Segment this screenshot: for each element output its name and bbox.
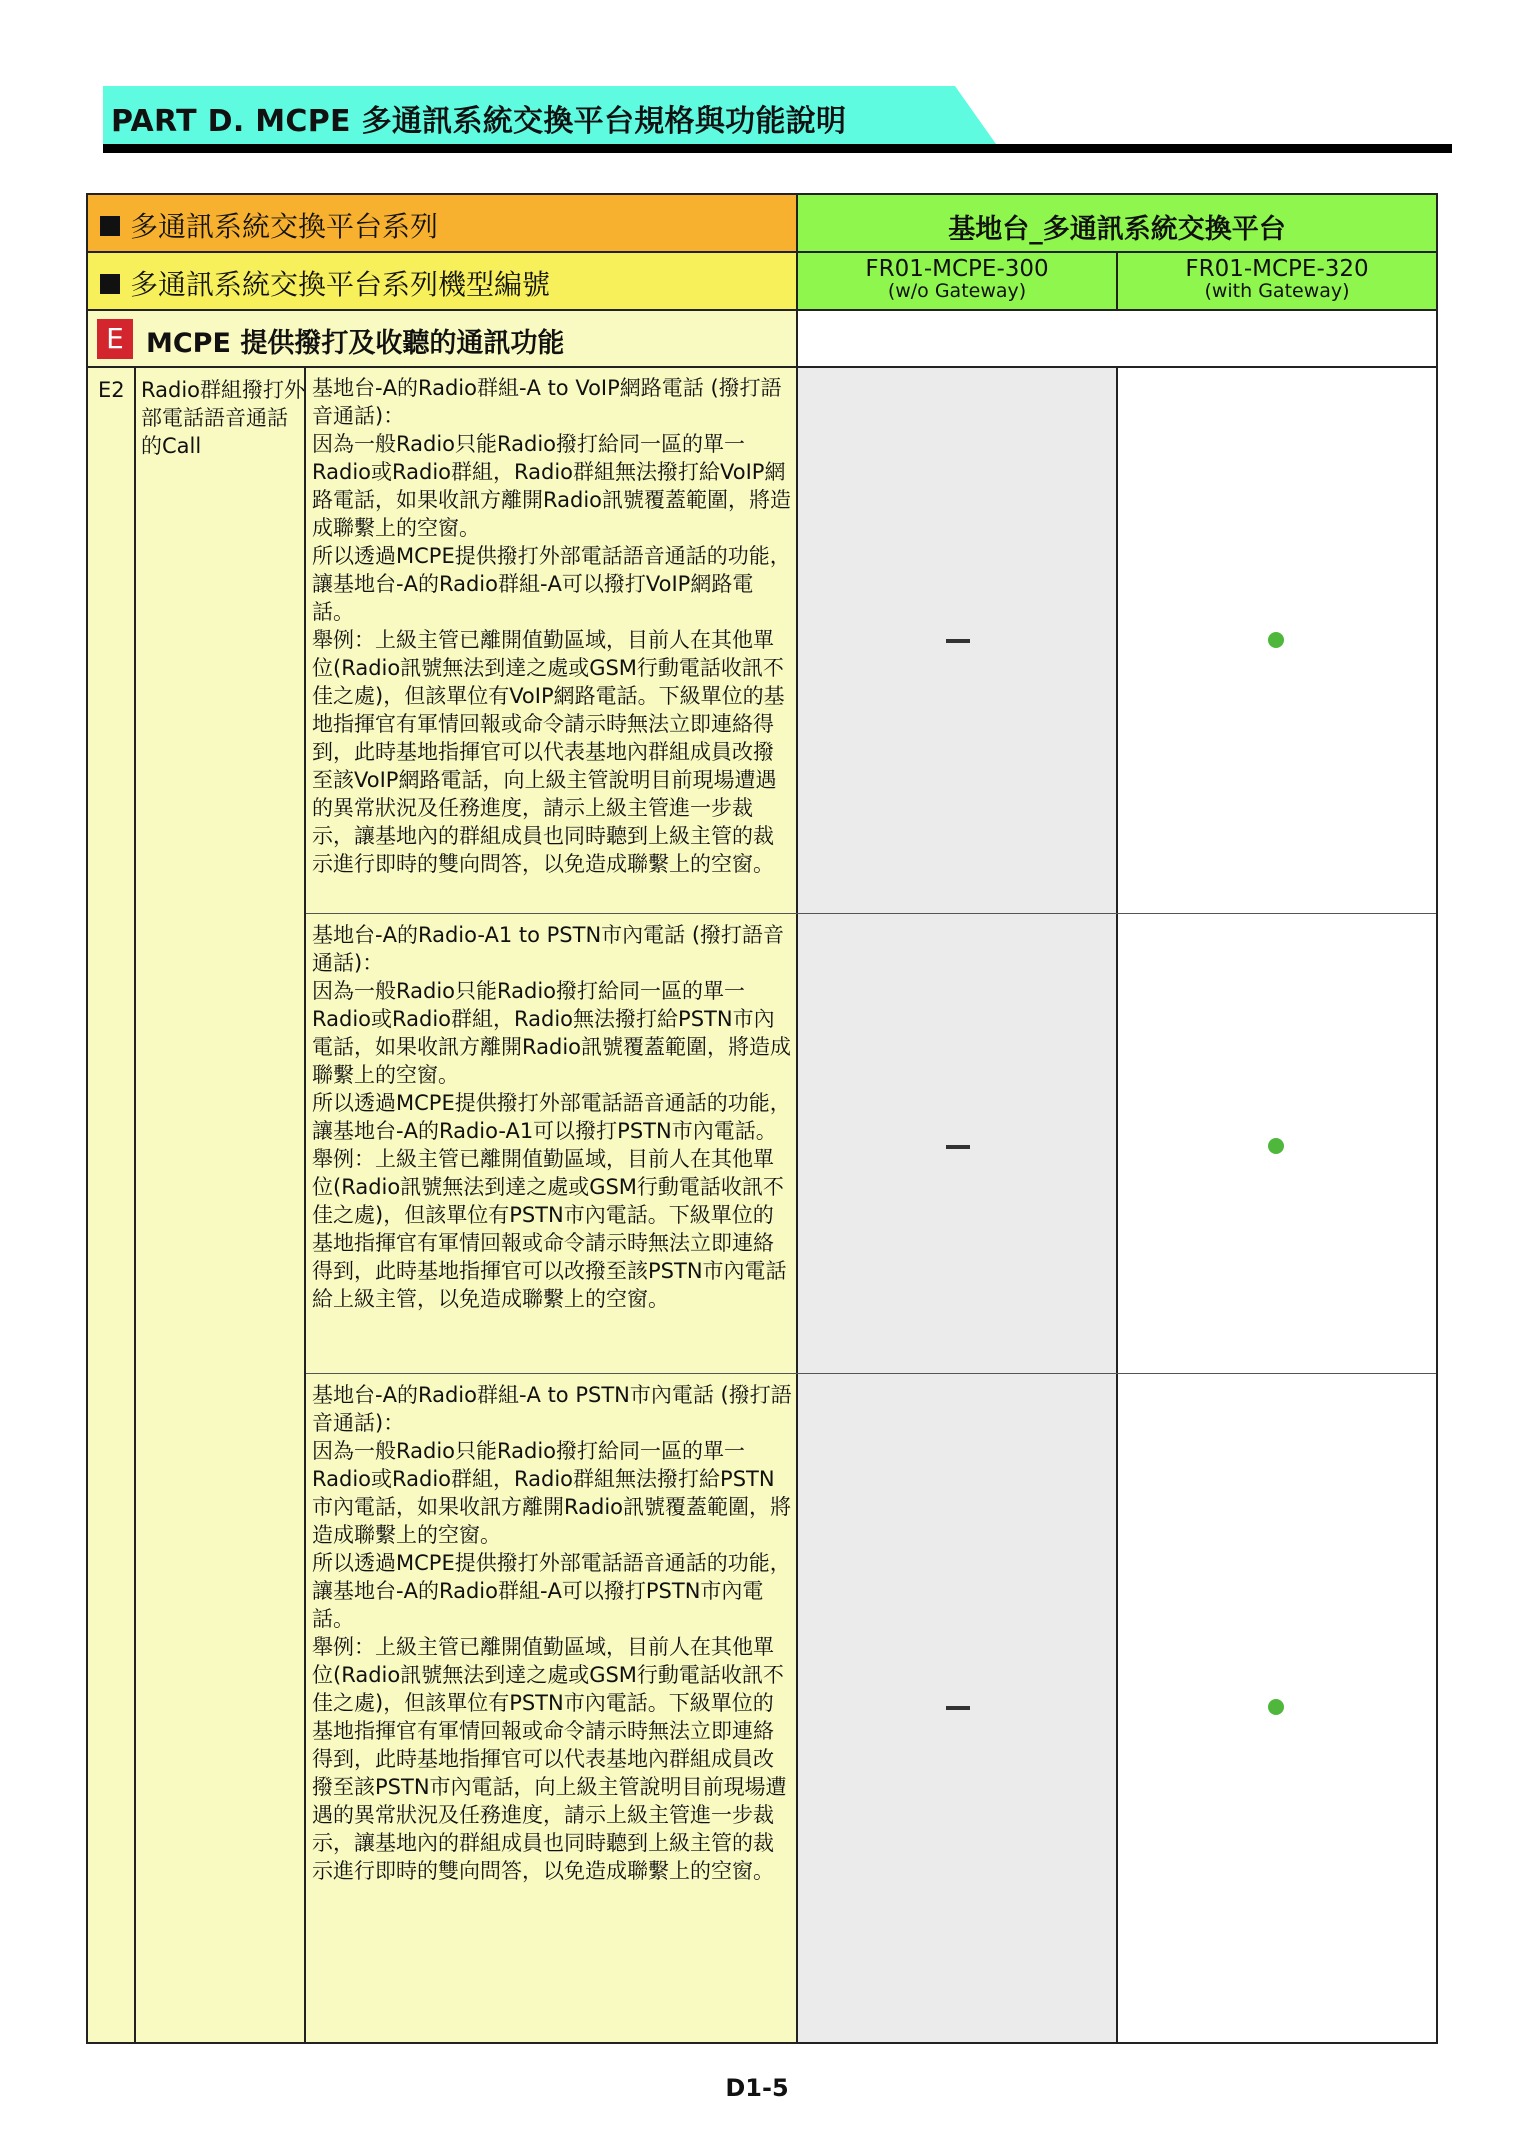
description-column (306, 368, 798, 2042)
row-divider (306, 913, 1436, 914)
item-id: E2 (98, 378, 125, 402)
row-description: 基地台-A的Radio群組-A to PSTN市內電話 (撥打語音通話)： 因為一般Radio只能Radio撥打給同一區的單一Radio或Radio群組，Radio群組無法撥打給PSTN市內電話，如果收訊方離開Radio訊號覆蓋範圍，將造成聯繫上的空窗。 所以透過MCPE提供撥打外部電話語音通話的功能，讓基地台-A的Radio群組-A可以撥打PSTN市內電話。 舉例：上級主管已離開值勤區域，目前人在其他單位(Radio訊號無法到達之處或GSM行動電話收訊不佳之處)，但該單位有PSTN市內電話。下級單位的基地指揮官有軍情回報或命令請示時無法立即連絡得到，此時基地指揮官可以代表基地內群組成員改撥至該PSTN市內電話，向上級主管說明目前現場遭遇的異常狀況及任務進度，請示上級主管進一步裁示，讓基地內的群組成員也同時聽到上級主管的裁示進行即時的雙向問答，以免造成聯繫上的空窗。 (312, 1383, 792, 1883)
row-divider (306, 1373, 1436, 1374)
not-supported-dash-icon (946, 1706, 970, 1710)
series-label-cell (88, 195, 798, 253)
supported-dot-icon (1268, 632, 1284, 648)
page-title: PART D. MCPE 多通訊系統交換平台規格與功能說明 (111, 104, 847, 139)
model-label: 多通訊系統交換平台系列機型編號 (130, 268, 551, 301)
spec-table (86, 193, 1438, 2044)
row-description: 基地台-A的Radio-A1 to PSTN市內電話 (撥打語音通話)： 因為一般Radio只能Radio撥打給同一區的單一Radio或Radio群組，Radio無法撥打給PSTN市內電話，如果收訊方離開Radio訊號覆蓋範圍，將造成聯繫上的空窗。 所以透過MCPE提供撥打外部電話語音通話的功能，讓基地台-A的Radio-A1可以撥打PSTN市內電話。 舉例：上級主管已離開值勤區域，目前人在其他單位(Radio訊號無法到達之處或GSM行動電話收訊不佳之處)，但該單位有PSTN市內電話。下級單位的基地指揮官有軍情回報或命令請示時無法立即連絡得到，此時基地指揮官可以改撥至該PSTN市內電話給上級主管，以免造成聯繫上的空窗。 (312, 923, 792, 1311)
supported-dot-icon (1268, 1138, 1284, 1154)
section-header-cell (88, 311, 798, 368)
section-header-blank (798, 311, 1436, 368)
supported-dot-icon (1268, 1699, 1284, 1715)
mcpe-320-column (1118, 368, 1436, 2042)
section-title: MCPE 提供撥打及收聽的通訊功能 (146, 328, 565, 359)
platform-header-cell (798, 195, 1436, 253)
section-badge: E (97, 319, 133, 359)
platform-header: 基地台_多通訊系統交換平台 (948, 214, 1286, 245)
model-label-cell (88, 253, 798, 311)
header-rule (103, 144, 1452, 153)
not-supported-dash-icon (946, 1145, 970, 1149)
series-label: 多通訊系統交換平台系列 (130, 210, 439, 243)
square-bullet-icon (100, 216, 120, 236)
item-name: Radio群組撥打外部電話語音通話的Call (141, 378, 306, 458)
not-supported-dash-icon (946, 639, 970, 643)
item-name-cell (136, 368, 306, 2042)
model-note: (w/o Gateway) (887, 280, 1027, 302)
mcpe-300-column (798, 368, 1118, 2042)
model-name: FR01-MCPE-300 (865, 256, 1049, 282)
model-name: FR01-MCPE-320 (1185, 256, 1369, 282)
item-id-cell (88, 368, 136, 2042)
model-note: (with Gateway) (1204, 280, 1350, 302)
row-description: 基地台-A的Radio群組-A to VoIP網路電話 (撥打語音通話)： 因為一般Radio只能Radio撥打給同一區的單一Radio或Radio群組，Radio群組無法撥打給VoIP網路電話，如果收訊方離開Radio訊號覆蓋範圍，將造成聯繫上的空窗。 所以透過MCPE提供撥打外部電話語音通話的功能，讓基地台-A的Radio群組-A可以撥打VoIP網路電話。 舉例：上級主管已離開值勤區域，目前人在其他單位(Radio訊號無法到達之處或GSM行動電話收訊不佳之處)，但該單位有VoIP網路電話。下級單位的基地指揮官有軍情回報或命令請示時無法立即連絡得到，此時基地指揮官可以代表基地內群組成員改撥至該VoIP網路電話，向上級主管說明目前現場遭遇的異常狀況及任務進度，請示上級主管進一步裁示，讓基地內的群組成員也同時聽到上級主管的裁示進行即時的雙向問答，以免造成聯繫上的空窗。 (312, 376, 792, 876)
model-header-mcpe-320 (1118, 253, 1436, 311)
model-header-mcpe-300 (798, 253, 1118, 311)
square-bullet-icon (100, 274, 120, 294)
page-number: D1-5 (725, 2074, 789, 2102)
